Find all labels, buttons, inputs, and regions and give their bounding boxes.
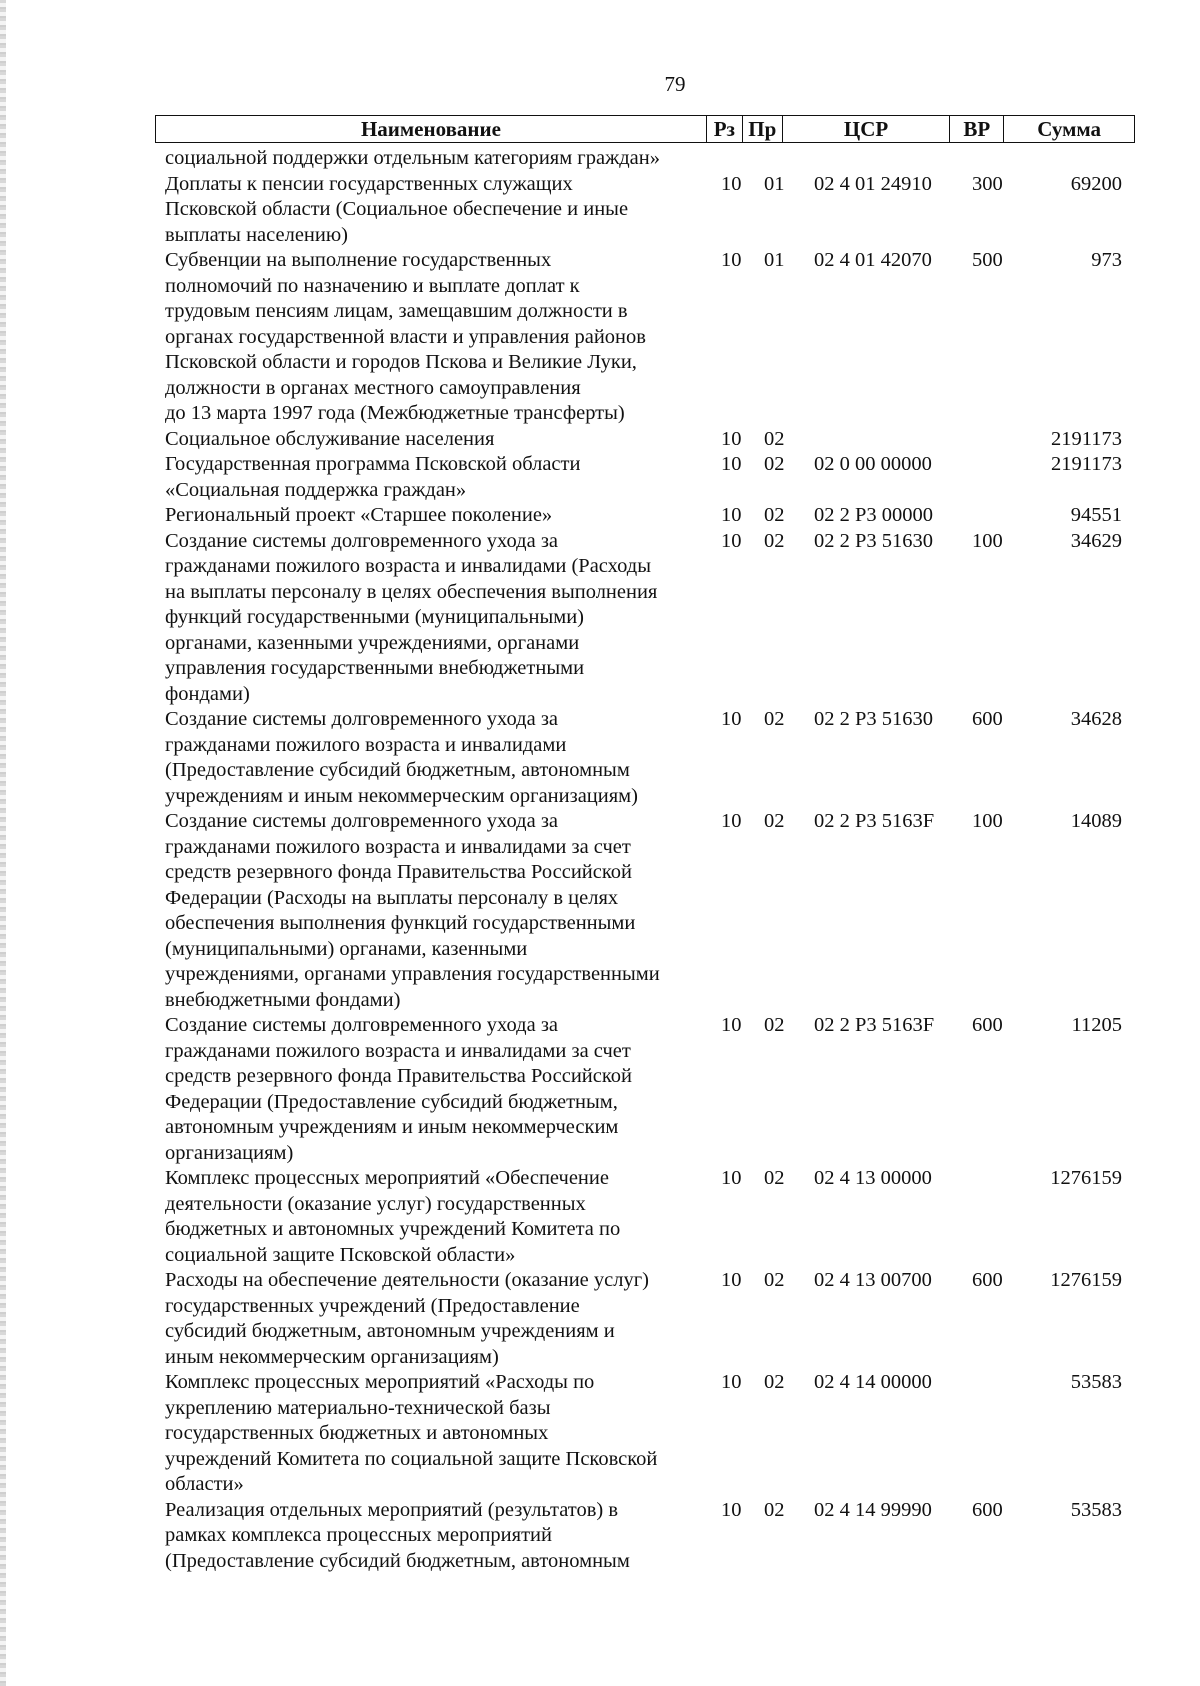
- row-name: Региональный проект «Старшее поколение»: [165, 504, 553, 526]
- row-sum: 14089: [1070, 810, 1122, 832]
- row-pr: 02: [764, 708, 785, 730]
- row-rz: 10: [721, 1371, 742, 1393]
- row-rz: 10: [721, 1498, 742, 1521]
- table-row: [0, 1013, 1200, 1166]
- row-pr: 02: [764, 1167, 785, 1189]
- row-sum: 34629: [1070, 529, 1122, 552]
- row-sum: 2191173: [1051, 427, 1122, 450]
- row-rz: 10: [721, 172, 742, 195]
- header-name: Наименование: [156, 116, 707, 142]
- row-sum: 11205: [1071, 1014, 1122, 1036]
- row-vr: 100: [972, 529, 1003, 552]
- table-row: [0, 809, 1200, 1013]
- row-csr: 02 4 14 99990: [814, 1498, 932, 1521]
- row-sum: 973: [1091, 249, 1122, 271]
- row-rz: 10: [721, 504, 742, 526]
- row-rz: 10: [721, 810, 742, 832]
- table-row: [0, 427, 1200, 453]
- table-row: [0, 1498, 1200, 1575]
- row-vr: 600: [972, 1269, 1003, 1291]
- row-rz: 10: [721, 1167, 742, 1189]
- row-vr: 300: [972, 172, 1003, 195]
- row-vr: 600: [972, 708, 1003, 730]
- table-row: [0, 452, 1200, 503]
- row-pr: 02: [764, 504, 785, 526]
- row-csr: 02 2 Р3 51630: [814, 529, 934, 552]
- row-pr: 02: [764, 453, 785, 475]
- header-vr: ВР: [950, 116, 1004, 142]
- row-name: Комплекс процессных мероприятий «Расходы по укреплению материально-технической базы государственных бюджетных и автономных учреждений Комитета по социальной защите Псковской области»: [165, 1371, 658, 1495]
- row-sum: 69200: [1070, 172, 1122, 195]
- row-csr: 02 0 00 00000: [814, 453, 932, 475]
- row-name: Создание системы долговременного ухода за гражданами пожилого возраста и инвалидами (Предоставление субсидий бюджетным, автономным учреждениям и иным некоммерческим организациям): [165, 708, 638, 807]
- row-csr: 02 4 13 00000: [814, 1167, 932, 1189]
- row-csr: 02 4 13 00700: [814, 1269, 932, 1291]
- table-row: [0, 1268, 1200, 1370]
- row-rz: 10: [721, 1014, 742, 1036]
- row-sum: 53583: [1070, 1371, 1122, 1393]
- table-row: [0, 503, 1200, 529]
- table-row: [0, 1370, 1200, 1498]
- row-pr: 02: [764, 810, 785, 832]
- row-name: Субвенции на выполнение государственных полномочий по назначению и выплате доплат к трудовым пенсиям лицам, замещавшим должности в органах государственной власти и управления районов Псковской области и городов Пскова и Великие Луки, должности в органах местного самоуправления до 13 марта 1997 года (Межбюджетные трансферты): [165, 249, 646, 424]
- row-name: Доплаты к пенсии государственных служащих Псковской области (Социальное обеспечение и иные выплаты населению): [165, 172, 629, 246]
- header-sum: Сумма: [1037, 117, 1102, 141]
- row-pr: 02: [764, 529, 785, 552]
- row-name: Создание системы долговременного ухода за гражданами пожилого возраста и инвалидами (Расходы на выплаты персоналу в целях обеспечения выполнения функций государственными (муниципальными) органами, казенными учреждениями, органами управления государственными внебюджетными фондами): [165, 529, 658, 705]
- table-body: [0, 146, 1200, 1574]
- row-vr: 100: [972, 810, 1003, 832]
- row-name: Государственная программа Псковской области «Социальная поддержка граждан»: [165, 453, 581, 501]
- row-rz: 10: [721, 427, 742, 450]
- row-sum: 94551: [1070, 504, 1122, 526]
- row-rz: 10: [721, 529, 742, 552]
- row-name: Расходы на обеспечение деятельности (оказание услуг) государственных учреждений (Предоставление субсидий бюджетным, автономным учреждениям и иным некоммерческим организациям): [165, 1269, 649, 1368]
- row-csr: 02 2 Р3 5163F: [814, 1014, 935, 1036]
- row-csr: 02 2 Р3 51630: [814, 708, 934, 730]
- row-pr: 02: [764, 1371, 785, 1393]
- table-row: [0, 172, 1200, 249]
- table-row: [0, 707, 1200, 809]
- row-sum: 1276159: [1050, 1167, 1122, 1189]
- row-pr: 02: [764, 1014, 785, 1036]
- table-row: [0, 529, 1200, 708]
- row-rz: 10: [721, 1269, 742, 1291]
- row-pr: 02: [764, 1269, 785, 1291]
- row-csr: 02 2 Р3 5163F: [814, 810, 935, 832]
- row-vr: 500: [972, 249, 1003, 271]
- row-rz: 10: [721, 249, 742, 271]
- row-pr: 01: [764, 249, 785, 271]
- row-sum: 2191173: [1051, 453, 1122, 475]
- table-row: [0, 1166, 1200, 1268]
- row-name: Комплекс процессных мероприятий «Обеспечение деятельности (оказание услуг) государственных бюджетных и автономных учреждений Комитета по социальной защите Псковской области»: [165, 1167, 621, 1266]
- row-pr: 02: [764, 427, 785, 450]
- header-csr: ЦСР: [783, 116, 951, 142]
- row-vr: 600: [972, 1014, 1003, 1036]
- row-sum: 1276159: [1050, 1269, 1122, 1291]
- row-name: социальной поддержки отдельным категориям граждан»: [165, 147, 660, 169]
- header-pr: Пр: [743, 116, 783, 142]
- header-rz: Рз: [707, 116, 743, 142]
- row-name: Создание системы долговременного ухода за гражданами пожилого возраста и инвалидами за счет средств резервного фонда Правительства Российской Федерации (Предоставление субсидий бюджетным, автономным учреждениям и иным некоммерческим организациям): [165, 1014, 633, 1164]
- table-row: [0, 248, 1200, 427]
- table-row: [0, 146, 1200, 172]
- row-name: Социальное обслуживание населения: [165, 427, 495, 450]
- page-number: 79: [664, 72, 686, 96]
- row-csr: 02 4 01 24910: [814, 172, 932, 195]
- row-csr: 02 4 14 00000: [814, 1371, 932, 1393]
- row-sum: 34628: [1070, 708, 1122, 730]
- table-header: [155, 115, 1135, 143]
- row-csr: 02 2 Р3 00000: [814, 504, 934, 526]
- row-csr: 02 4 01 42070: [814, 249, 932, 271]
- row-rz: 10: [721, 708, 742, 730]
- row-rz: 10: [721, 453, 742, 475]
- row-sum: 53583: [1070, 1498, 1122, 1521]
- row-name: Создание системы долговременного ухода за гражданами пожилого возраста и инвалидами за счет средств резервного фонда Правительства Российской Федерации (Расходы на выплаты персоналу в целях обеспечения выполнения функций государственными (муниципальными) органами, казенными учреждениями, органами управления государственными внебюджетными фондами): [165, 810, 660, 1011]
- row-vr: 600: [972, 1498, 1003, 1521]
- row-pr: 01: [764, 172, 785, 195]
- row-pr: 02: [764, 1498, 785, 1521]
- row-name: Реализация отдельных мероприятий (результатов) в рамках комплекса процессных мероприятий (Предоставление субсидий бюджетным, автономным: [165, 1498, 630, 1572]
